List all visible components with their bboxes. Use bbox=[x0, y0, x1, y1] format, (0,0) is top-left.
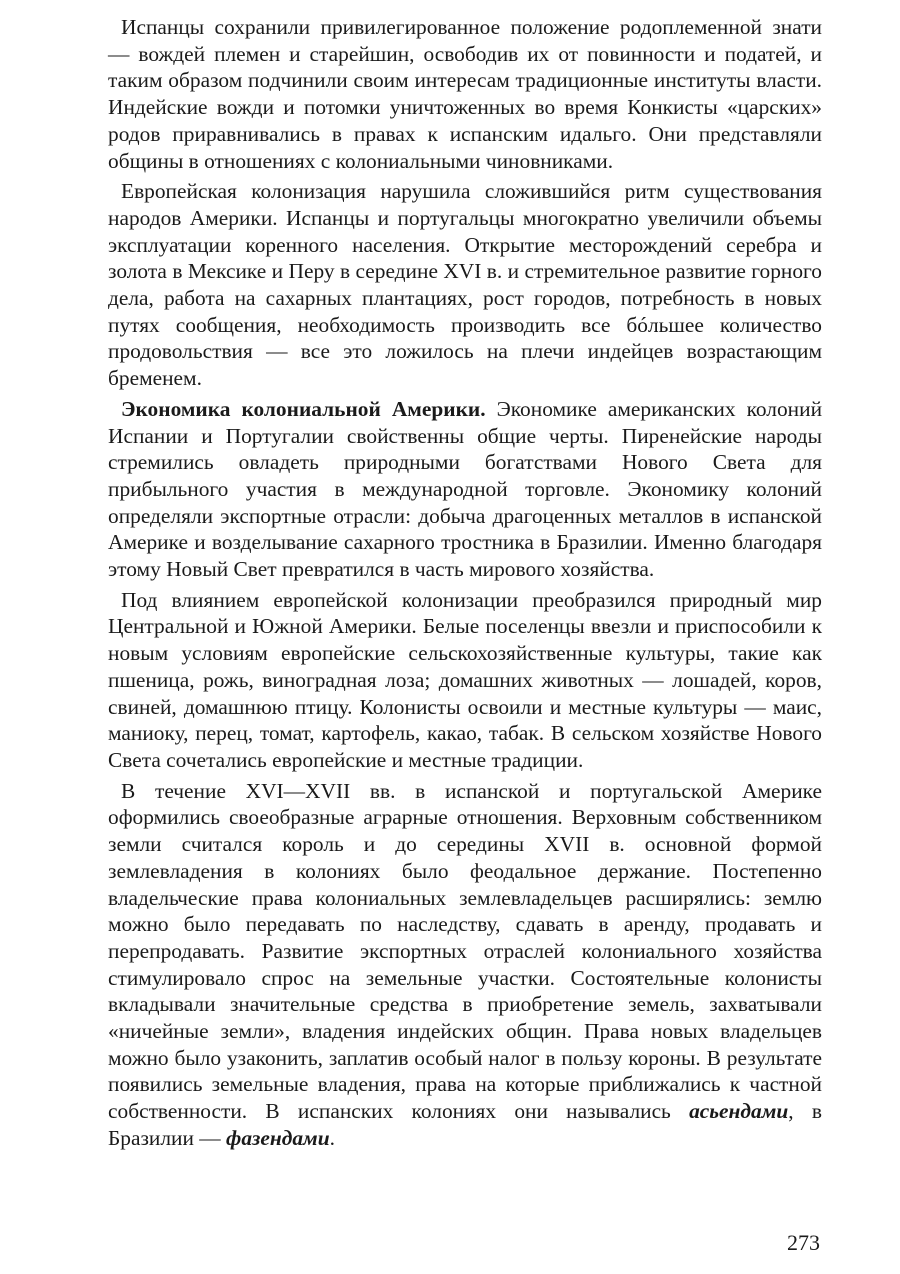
page-body bbox=[108, 14, 822, 1156]
paragraph-5 bbox=[108, 778, 822, 1152]
page-number: 273 bbox=[787, 1230, 820, 1255]
paragraph-2 bbox=[108, 178, 822, 392]
paragraph-3 bbox=[108, 396, 822, 583]
term-fazenda: фазендами bbox=[226, 1125, 330, 1150]
paragraph-2-text: Европейская колонизация нарушила сложившийся ритм существования народов Америки. Испанцы и португальцы многократно увеличили объемы эксплуатации коренного населения. Открытие месторождений серебра и золота в Мексике и Перу в середине XVI в. и стремительное развитие горного дела, работа на сахарных плантациях, рост городов, потребность в новых путях сообщения, необходимость производить все бóльшее количество продовольствия — все это ложилось на плечи индейцев возрастающим бременем. bbox=[108, 179, 822, 391]
paragraph-5-text: В течение XVI—XVII вв. в испанской и португальской Америке оформились своеобразные аграрные отношения. Верховным собственником земли считался король и до середины XVII в. основной формой землевладения в колониях было феодальное держание. Постепенно владельческие права колониальных землевладельцев расширялись: землю можно было передавать по наследству, сдавать в аренду, продавать и перепродавать. Развитие экспортных отраслей колониального хозяйства стимулировало спрос на земельные участки. Состоятельные колонисты вкладывали значительные средства в приобретение земель, захватывали «ничейные земли», владения индейских общин. Права новых владельцев можно было узаконить, заплатив особый налог в пользу короны. В результате появились земельные владения, права на которые приближались к частной собственности. В испанских колониях они назывались bbox=[108, 778, 822, 1124]
paragraph-3-text: Экономике американских колоний Испании и Португалии свойственны общие черты. Пиренейские народы стремились овладеть природными богатствами Нового Света для прибыльного участия в международной торговле. Экономику колоний определяли экспортные отрасли: добыча драгоценных металлов в испанской Америке и возделывание сахарного тростника в Бразилии. Именно благодаря этому Новый Свет превратился в часть мирового хозяйства. bbox=[108, 396, 823, 582]
paragraph-1 bbox=[108, 14, 822, 174]
paragraph-1-text: Испанцы сохранили привилегированное положение родоплеменной знати — вождей племен и старейшин, освободив их от повинности и податей, и таким образом подчинили своим интересам традиционные институты власти. Индейские вожди и потомки уничтоженных во время Конкисты «царских» родов приравнивались в правах к испанским идальго. Они представляли общины в отношениях с колониальными чиновниками. bbox=[108, 15, 822, 173]
section-heading: Экономика колониальной Америки. bbox=[121, 396, 486, 421]
paragraph-5-mid: , в Бразилии — bbox=[108, 1099, 822, 1150]
term-asienda: асьендами bbox=[689, 1099, 789, 1124]
paragraph-5-end: . bbox=[329, 1125, 335, 1150]
paragraph-4-text: Под влиянием европейской колонизации преобразился природный мир Центральной и Южной Америки. Белые поселенцы ввезли и приспособили к новым условиям европейские сельскохозяйственные культуры, такие как пшеница, рожь, виноградная лоза; домашних животных — лошадей, коров, свиней, домашнюю птицу. Колонисты освоили и местные культуры — маис, маниоку, перец, томат, картофель, какао, табак. В сельском хозяйстве Нового Света сочетались европейские и местные традиции. bbox=[108, 587, 822, 772]
paragraph-4 bbox=[108, 587, 822, 774]
